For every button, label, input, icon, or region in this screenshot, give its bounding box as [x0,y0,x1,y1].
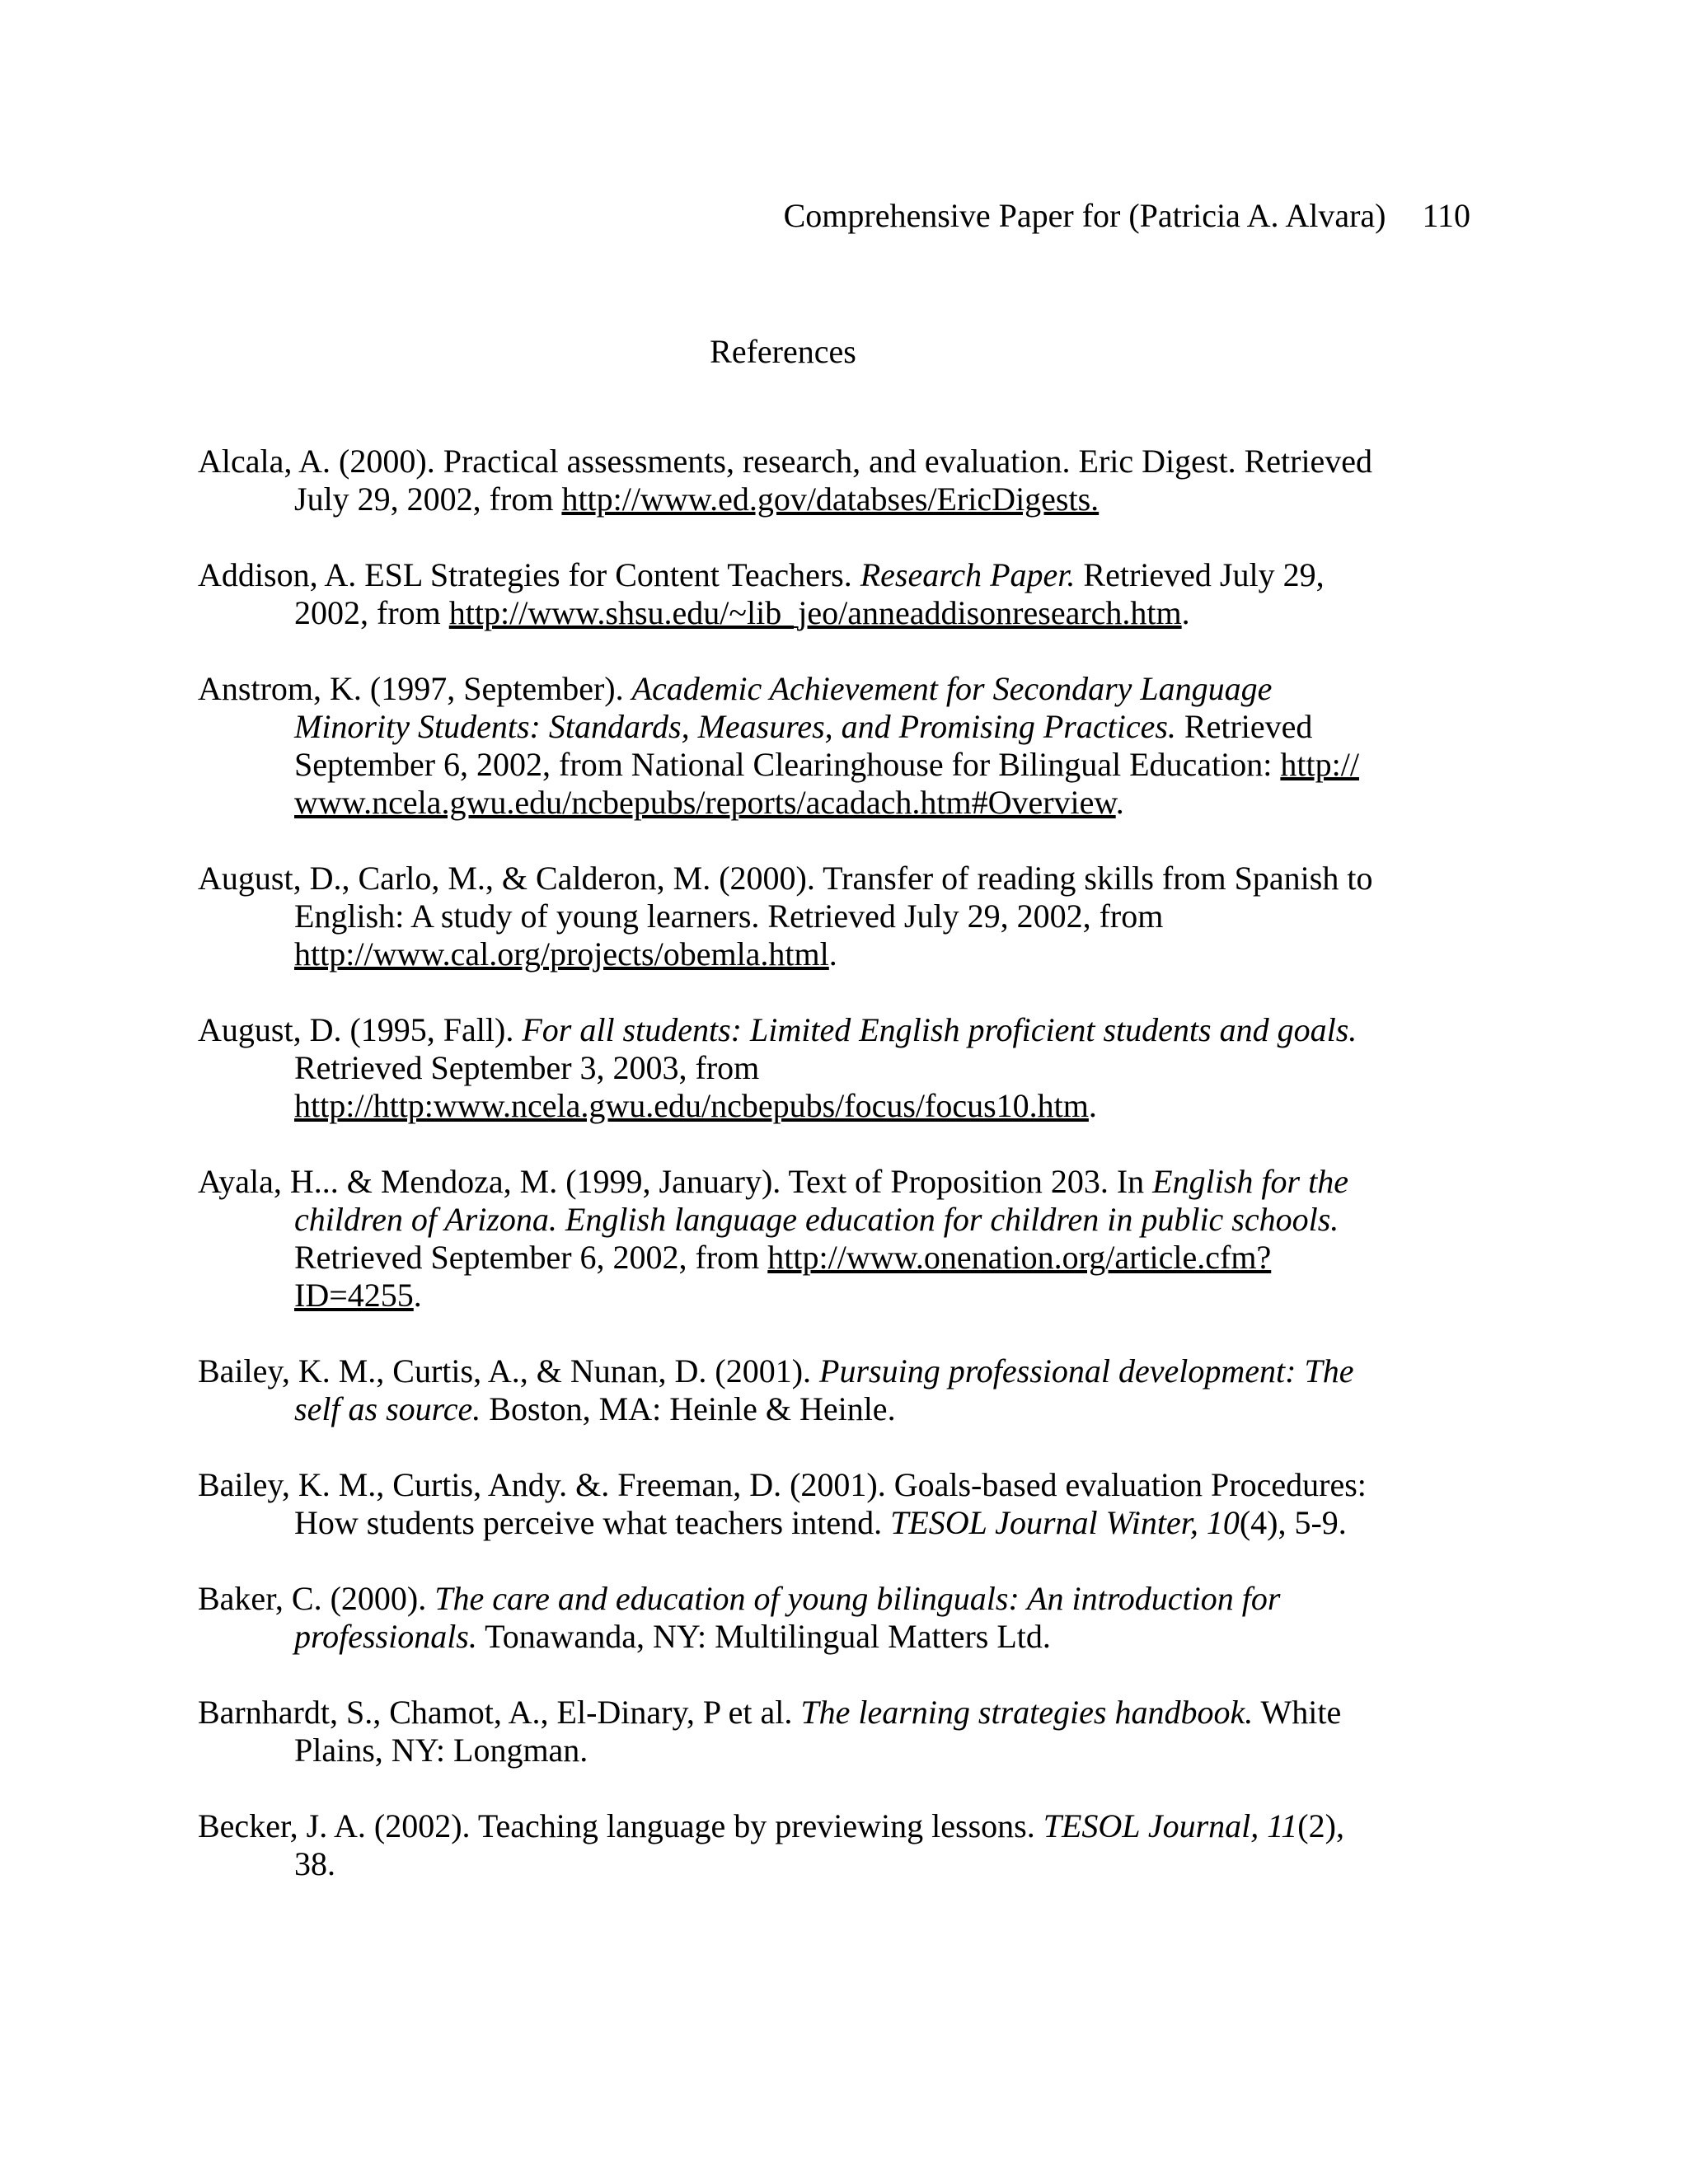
reference-text: Bailey, K. M., Curtis, A., & Nunan, D. (2001). [198,1352,820,1390]
reference-url-link[interactable]: http://www.cal.org/projects/obemla.html [294,935,829,972]
reference-title-italic: The care and education of young bilinguals: An introduction for professionals. [294,1580,1281,1655]
reference-entry [198,1694,1385,1769]
reference-text: August, D. (1995, Fall). [198,1011,523,1048]
reference-text: Ayala, H... & Mendoza, M. (1999, January). Text of Proposition 203. In [198,1163,1153,1200]
reference-url-link[interactable]: http://www.onenation.org/article.cfm? ID=4255 [294,1239,1272,1314]
reference-text: Alcala, A. (2000). Practical assessments, research, and evaluation. Eric Digest. Retrieved July 29, 2002, from [198,443,1373,518]
page-number: 110 [1422,197,1470,234]
reference-title-italic: TESOL Journal Winter, 10 [890,1504,1240,1541]
reference-entry [198,1352,1385,1428]
reference-text: White Plains, NY: Longman. [294,1694,1342,1769]
reference-text: Baker, C. (2000). [198,1580,435,1617]
reference-title-italic: Research Paper. [860,556,1076,593]
reference-url-link[interactable]: http:// www.ncela.gwu.edu/ncbepubs/reports/acadach.htm#Overview [294,746,1359,821]
reference-text: Retrieved July 29, 2002, from [294,556,1325,631]
reference-title-italic: The learning strategies handbook. [800,1694,1254,1731]
reference-text: . [828,935,837,972]
reference-text: Bailey, K. M., Curtis, Andy. &. Freeman, D. (2001). Goals-based evaluation Procedures: How students perceive what teachers intend. [198,1466,1367,1541]
reference-text: Retrieved September 6, 2002, from National Clearinghouse for Bilingual Education: [294,708,1313,783]
section-title: References [710,333,856,370]
reference-text: . [1088,1087,1097,1124]
reference-entry [198,670,1385,822]
reference-list [198,443,1385,1921]
reference-entry [198,1163,1385,1315]
reference-text: . [413,1277,422,1314]
reference-entry [198,1807,1385,1883]
reference-text: (4), 5-9. [1239,1504,1347,1541]
reference-text: . [1115,784,1124,821]
reference-title-italic: TESOL Journal, 11 [1043,1807,1298,1844]
reference-url-link[interactable]: http://www.shsu.edu/~lib_jeo/anneaddisonresearch.htm [448,594,1182,631]
reference-text: Retrieved September 6, 2002, from [294,1239,768,1276]
reference-entry [198,860,1385,973]
running-title: Comprehensive Paper for (Patricia A. Alvara) [783,197,1386,234]
reference-entry [198,1011,1385,1125]
reference-entry [198,1466,1385,1542]
reference-title-italic: Academic Achievement for Secondary Language Minority Students: Standards, Measures, and Promising Practices. [294,670,1273,745]
page-header [0,196,1470,236]
reference-text: (2), 38. [294,1807,1344,1882]
reference-text: August, D., Carlo, M., & Calderon, M. (2000). Transfer of reading skills from Spanish to English: A study of young learners. Retrieved July 29, 2002, from [198,860,1373,935]
reference-text: Barnhardt, S., Chamot, A., El-Dinary, P et al. [198,1694,801,1731]
reference-text: Anstrom, K. (1997, September). [198,670,632,707]
reference-title-italic: For all students: Limited English proficient students and goals. [522,1011,1357,1048]
reference-entry [198,1580,1385,1656]
reference-title-italic: Pursuing professional development: The self as source. [294,1352,1354,1427]
reference-text: Boston, MA: Heinle & Heinle. [481,1390,896,1427]
reference-entry [198,443,1385,518]
reference-text: Becker, J. A. (2002). Teaching language by previewing lessons. [198,1807,1043,1844]
reference-text: . [1181,594,1190,631]
reference-text: Retrieved September 3, 2003, from [294,1049,760,1086]
reference-url-link[interactable]: http://http:www.ncela.gwu.edu/ncbepubs/focus/focus10.htm [294,1087,1089,1124]
reference-text: Tonawanda, NY: Multilingual Matters Ltd. [476,1618,1051,1655]
reference-entry [198,556,1385,632]
reference-text: Addison, A. ESL Strategies for Content Teachers. [198,556,860,593]
reference-url-link[interactable]: http://www.ed.gov/databses/EricDigests. [561,480,1100,518]
reference-title-italic: English for the children of Arizona. English language education for children in public schools. [294,1163,1348,1238]
